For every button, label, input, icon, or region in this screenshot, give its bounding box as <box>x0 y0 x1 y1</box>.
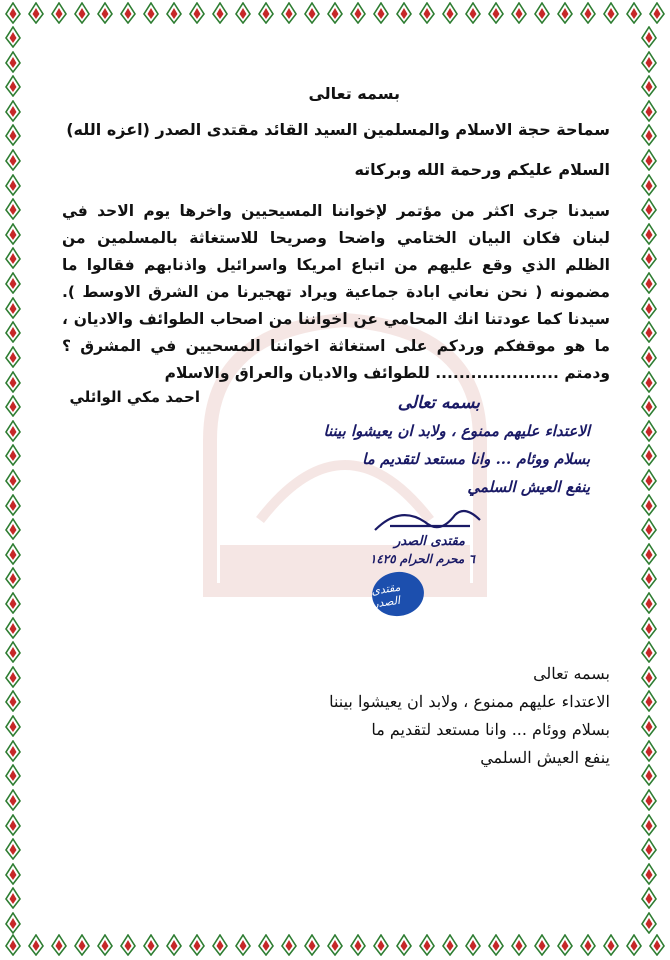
border-ornament-icon <box>4 469 22 491</box>
border-ornament-icon <box>640 198 658 220</box>
border-ornament-icon <box>648 2 666 24</box>
border-ornament-icon <box>640 444 658 466</box>
border-ornament-icon <box>640 690 658 712</box>
border-ornament-icon <box>648 934 666 956</box>
border-ornament-icon <box>640 395 658 417</box>
border-ornament-icon <box>4 371 22 393</box>
border-ornament-icon <box>4 346 22 368</box>
border-ornament-icon <box>640 789 658 811</box>
border-ornament-icon <box>640 75 658 97</box>
letter-addressee: سماحة حجة الاسلام والمسلمين السيد القائد مقتدى الصدر (اعزه الله) <box>66 120 610 139</box>
border-ornament-icon <box>640 666 658 688</box>
border-ornament-icon <box>640 124 658 146</box>
border-ornament-icon <box>640 346 658 368</box>
border-ornament-icon <box>640 174 658 196</box>
border-ornament-icon <box>640 247 658 269</box>
border-ornament-icon <box>4 124 22 146</box>
border-ornament-icon <box>625 2 643 24</box>
border-ornament-icon <box>640 912 658 934</box>
border-ornament-icon <box>640 297 658 319</box>
border-ornament-icon <box>4 912 22 934</box>
border-ornament-icon <box>625 934 643 956</box>
letter-sender: احمد مكي الوائلي <box>69 388 200 406</box>
border-ornament-icon <box>640 420 658 442</box>
border-ornament-icon <box>640 51 658 73</box>
border-ornament-icon <box>640 814 658 836</box>
border-ornament-icon <box>4 51 22 73</box>
transcription-line-3: بسلام ووئام ... وانا مستعد لتقديم ما <box>371 720 610 739</box>
border-ornament-icon <box>640 494 658 516</box>
border-ornament-icon <box>4 2 22 24</box>
border-ornament-icon <box>4 666 22 688</box>
border-ornament-icon <box>640 740 658 762</box>
border-ornament-icon <box>4 617 22 639</box>
border-ornament-icon <box>4 715 22 737</box>
border-ornament-icon <box>4 592 22 614</box>
border-ornament-icon <box>4 75 22 97</box>
border-ornament-icon <box>640 715 658 737</box>
border-ornament-icon <box>640 272 658 294</box>
seal-stamp: مقتدى الصدر <box>369 569 427 620</box>
border-ornament-icon <box>640 100 658 122</box>
border-ornament-icon <box>4 838 22 860</box>
border-ornament-icon <box>4 494 22 516</box>
handwritten-line-4: ينفع العيش السلمي <box>467 478 590 496</box>
letter-basmala: بسمه تعالى <box>308 84 400 103</box>
border-ornament-icon <box>4 518 22 540</box>
letter-greeting: السلام عليكم ورحمة الله وبركاته <box>354 160 610 179</box>
border-ornament-icon <box>4 863 22 885</box>
handwritten-line-2: الاعتداء عليهم ممنوع ، ولابد ان يعيشوا بيننا <box>323 422 590 440</box>
border-ornament-icon <box>4 814 22 836</box>
border-ornament-icon <box>4 100 22 122</box>
border-ornament-icon <box>640 592 658 614</box>
border-ornament-icon <box>4 641 22 663</box>
signature-name: مقتدى الصدر <box>394 534 465 549</box>
border-ornament-icon <box>4 690 22 712</box>
border-ornament-icon <box>640 518 658 540</box>
border-ornament-icon <box>4 297 22 319</box>
border-ornament-icon <box>640 321 658 343</box>
border-ornament-icon <box>4 444 22 466</box>
border-ornament-icon <box>4 149 22 171</box>
letter-body: سيدنا جرى اكثر من مؤتمر لإخواننا المسيحيين واخرها يوم الاحد في لبنان فكان البيان الختامي واضحا وصريحا للاستغاثة بالمسلمين من الظلم الذي وقع عليهم من اتباع امريكا واسرائيل واذنابهم فقالوا ما مضمونه ( نحن نعاني ابادة جماعية ويراد تهجيرنا من الشرق الاوسط ). سيدنا كما عودتنا انك المحامي عن اخواننا من اصحاب الطوائف والاديان ، ما هو موقفكم وردكم على استغاثة اخواننا المسحيين في المشرق ؟ ودمتم ..................... للطوائف والاديان والعراق والاسلام <box>62 202 610 382</box>
border-ornament-icon <box>640 887 658 909</box>
border-ornament-icon <box>4 567 22 589</box>
border-ornament-icon <box>4 543 22 565</box>
border-ornament-icon <box>640 26 658 48</box>
border-ornament-icon <box>4 223 22 245</box>
border-ornament-icon <box>4 420 22 442</box>
transcription-line-1: بسمه تعالى <box>533 664 610 683</box>
border-ornament-icon <box>4 789 22 811</box>
border-ornament-icon <box>640 863 658 885</box>
border-ornament-icon <box>27 934 45 956</box>
border-ornament-icon <box>640 641 658 663</box>
border-ornament-icon <box>4 764 22 786</box>
border-ornament-icon <box>640 764 658 786</box>
border-ornament-icon <box>640 371 658 393</box>
border-ornament-icon <box>640 567 658 589</box>
border-ornament-icon <box>4 887 22 909</box>
border-ornament-icon <box>4 174 22 196</box>
border-ornament-icon <box>27 2 45 24</box>
border-right <box>640 26 666 934</box>
border-ornament-icon <box>4 272 22 294</box>
transcription-line-4: ينفع العيش السلمي <box>480 748 610 767</box>
handwritten-line-3: بسلام ووئام ... وانا مستعد لتقديم ما <box>362 450 590 468</box>
border-ornament-icon <box>4 395 22 417</box>
border-ornament-icon <box>4 247 22 269</box>
border-left <box>4 26 30 934</box>
border-ornament-icon <box>4 198 22 220</box>
transcription-line-2: الاعتداء عليهم ممنوع ، ولابد ان يعيشوا بيننا <box>329 692 610 711</box>
border-ornament-icon <box>640 149 658 171</box>
border-ornament-icon <box>640 617 658 639</box>
border-ornament-icon <box>640 223 658 245</box>
border-ornament-icon <box>640 469 658 491</box>
handwritten-line-1: بسمه تعالى <box>397 393 480 413</box>
signature-date: ٦ محرم الحرام ١٤٢٥ <box>369 552 475 566</box>
border-ornament-icon <box>4 321 22 343</box>
border-ornament-icon <box>4 934 22 956</box>
border-ornament-icon <box>4 26 22 48</box>
border-ornament-icon <box>640 838 658 860</box>
border-ornament-icon <box>640 543 658 565</box>
border-ornament-icon <box>4 740 22 762</box>
